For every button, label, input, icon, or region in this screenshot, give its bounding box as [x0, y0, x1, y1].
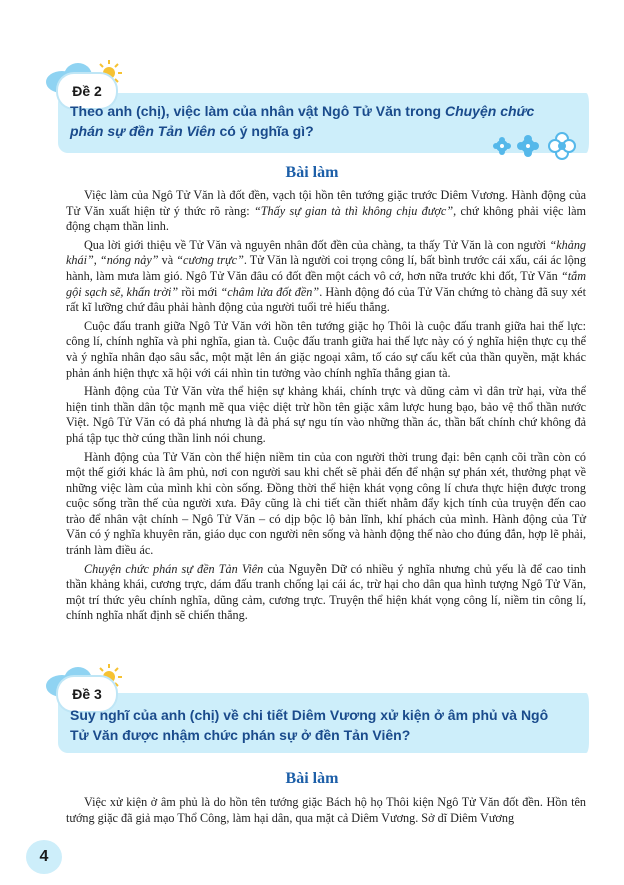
flower-decoration	[488, 126, 580, 162]
paragraph: Hành động của Tử Văn còn thể hiện niềm tin của con người thời trung đại: bên cạnh cõi trần còn có một thế giới khác là âm phủ, nơi con người sau khi chết sẽ phải đến để nhận sự phán xét, thưởng phạt về những việc làm của mình khi còn sống. Đồng thời thể hiện khát vọng công lí chưa thực hiện được trong cuộc sống trần thế của người xưa. Đây cũng là chi tiết cần thiết nhằm đẩy kịch tính của truyện đến cao trào để nhân vật chính – Ngô Tử Văn – có dịp bộc lộ bản lĩnh, khí phách của mình. Hành động của Tử Văn có ý nghĩa khuyên răn, giáo dục con người nên sống và hành động thế nào cho đúng đắn, hợp lẽ phải, tránh làm điều ác.	[66, 449, 586, 558]
paragraph: Cuộc đấu tranh giữa Ngô Tử Văn với hồn tên tướng giặc họ Thôi là cuộc đấu tranh giữa hai thế lực: công lí, chính nghĩa và phi nghĩa, gian tà. Cuộc đấu tranh giữa hai thế lực này có ý nghĩa hiện thực cụ thể và ý nghĩa nhân đạo sâu sắc, một mặt lên án giặc ngoại xâm, tố cáo sự cấu kết của thần quyền, mặt khác phản ánh hiện thực xã hội với cái nhìn tin tưởng vào chính nghĩa thắng gian tà.	[66, 318, 586, 380]
question-prompt-de3	[70, 705, 575, 745]
paragraph: Việc làm của Ngô Tử Văn là đốt đền, vạch tội hồn tên tướng giặc trước Diêm Vương. Hành động của Tử Văn xuất hiện từ ý thức rõ ràng: “Thấy sự gian tà thì không chịu được”, chứ không phải việc làm động chạm thần linh.	[66, 188, 586, 234]
prompt-line: Tử Văn được nhậm chức phán sự ở đền Tản Viên?	[70, 727, 411, 743]
prompt-line: Suy nghĩ của anh (chị) về chi tiết Diêm Vương xử kiện ở âm phủ và Ngô	[70, 707, 549, 723]
question-tag-de3: Đề 3	[58, 677, 116, 711]
answer-title-de3: Bài làm	[285, 770, 339, 787]
paragraph: Chuyện chức phán sự đền Tản Viên của Nguyễn Dữ có nhiều ý nghĩa nhưng chủ yếu là để cao tinh thần khảng khái, cương trực, dám đấu tranh chống lại cái ác, trừ hại cho dân qua hình tượng Ngô Tử Văn, một trí thức yêu chính nghĩa, dũng cảm, cương trực. Truyện thể hiện khát vọng công lí, niềm tin công lí, chính nghĩa nhất định sẽ chiến thắng.	[66, 561, 586, 623]
paragraph: Việc xử kiện ở âm phủ là do hồn tên tướng giặc Bách hộ họ Thôi kiện Ngô Tử Văn đốt đền. Hồn tên tướng giặc đã giả mạo Thổ Công, làm hại dân, qua mặt cả Diêm Vương. Sở dĩ Diêm Vương	[66, 795, 586, 825]
prompt-line: phán sự đền Tản Viên có ý nghĩa gì?	[70, 123, 314, 139]
paragraph: Hành động của Tử Văn vừa thể hiện sự khảng khái, chính trực và dũng cảm vì dân trừ hại, vừa thể hiện tinh thần dân tộc mạnh mẽ qua việc diệt trừ hồn tên giặc xâm lược hung bạo, bảo vệ thổ thần nước Việt. Ngô Tử Văn có đả phá nhưng là đả phá sự ngu tín vào những thần ác, thần bất chính chứ không đả phá tập tục thờ cúng thần linh nói chung.	[66, 384, 586, 445]
answer-title-de2: Bài làm	[285, 164, 339, 181]
answer-body-de2	[66, 188, 586, 627]
answer-body-de3	[66, 795, 586, 829]
question-tag-de2: Đề 2	[58, 74, 116, 108]
page-number: 4	[26, 840, 62, 874]
paragraph: Qua lời giới thiệu về Tử Văn và nguyên nhân đốt đền của chàng, ta thấy Tử Văn là con người “khảng khái”, “nóng nảy” và “cương trực”. Tử Văn là người coi trọng công lí, bất bình trước cái xấu, cái ác lộng hành, làm mưa làm gió. Ngô Tử Văn đâu có đốt đền một cách vô cớ, hơn nữa trước khi đốt, Tử Văn “tắm gội sạch sẽ, khấn trời” rồi mới “châm lửa đốt đền”. Hành động đó của Tử Văn chứng tỏ chàng đã suy xét rất kĩ lưỡng chứ đâu phải hành động của người tuổi trẻ hiếu thắng.	[66, 237, 586, 315]
prompt-line: Theo anh (chị), việc làm của nhân vật Ngô Tử Văn trong Chuyện chức	[70, 103, 535, 119]
